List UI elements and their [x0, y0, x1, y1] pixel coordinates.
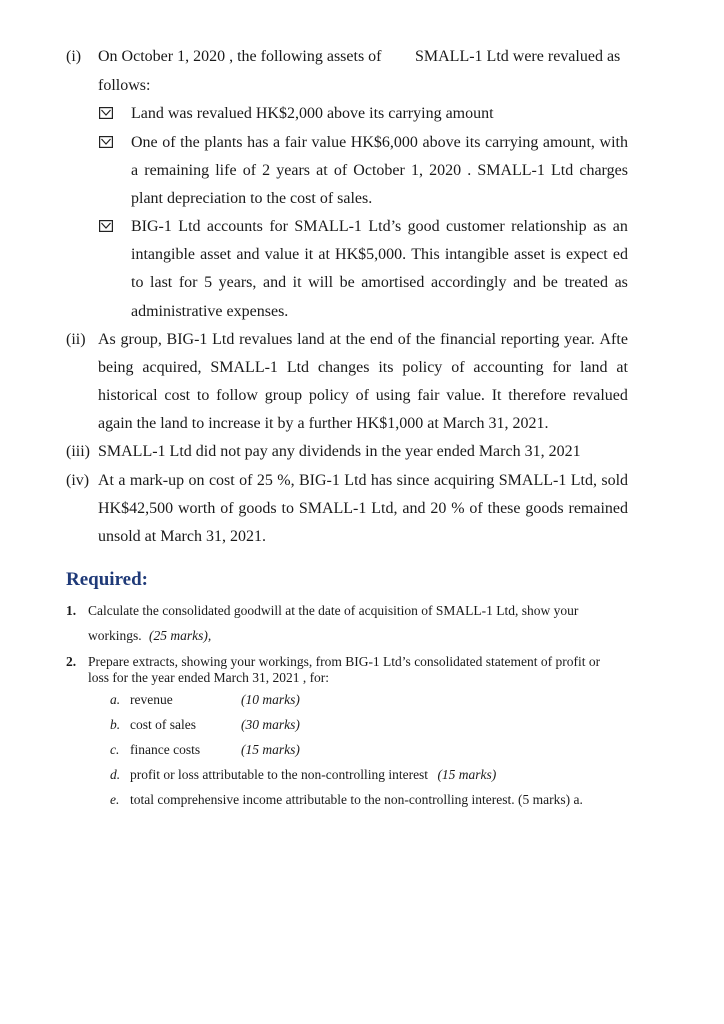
sub-item-marks: (15 marks)	[241, 742, 300, 757]
part-i-bullet3-line3: to last for 5 years, and it will be amortised accordingly and be treated as	[131, 274, 628, 291]
part-iv-line1: At a mark-up on cost of 25 %, BIG-1 Ltd has since acquiring SMALL-1 Ltd, sold	[98, 472, 629, 489]
question-2-line1: Prepare extracts, showing your workings, from BIG-1 Ltd’s consolidated statement of profit or	[88, 654, 601, 669]
part-ii-line3: historical cost to follow group policy of using fair value. It therefore revalued	[98, 387, 628, 404]
checkbox-icon	[99, 107, 113, 119]
question-1-line1: Calculate the consolidated goodwill at the date of acquisition of SMALL-1 Ltd, show your	[88, 603, 579, 618]
part-i-label: (i)	[66, 48, 82, 65]
part-i-bullet2-line1: One of the plants has a fair value HK$6,000 above its carrying amount, with	[131, 134, 628, 151]
sub-item-letter: b.	[110, 717, 121, 732]
part-ii-label: (ii)	[66, 331, 86, 348]
sub-item-text: profit or loss attributable to the non-controlling interest	[130, 767, 429, 782]
checkbox-icon	[99, 220, 113, 232]
part-i-bullet2-line2: a remaining life of 2 years at of October 1, 2020 . SMALL-1 Ltd charges	[131, 162, 628, 179]
sub-item-label: cost of sales	[130, 717, 196, 732]
sub-item-letter: e.	[110, 792, 120, 807]
sub-item-label: finance costs	[130, 742, 201, 757]
sub-item-letter: c.	[110, 742, 120, 757]
part-i-bullet3-line1: BIG-1 Ltd accounts for SMALL-1 Ltd’s good customer relationship as an	[131, 218, 628, 235]
part-i-bullet1-line1: Land was revalued HK$2,000 above its carrying amount	[131, 105, 494, 122]
part-ii-line4: again the land to increase it by a further HK$1,000 at March 31, 2021.	[98, 415, 549, 432]
required-heading: Required:	[66, 569, 148, 590]
part-i-bullet3-line4: administrative expenses.	[131, 303, 289, 320]
part-i-line2: follows:	[98, 77, 151, 94]
sub-item-letter: d.	[110, 767, 121, 782]
part-ii-line1: As group, BIG-1 Ltd revalues land at the end of the financial reporting year. Afte	[98, 331, 628, 348]
question-1-marks: (25 marks),	[149, 628, 212, 643]
part-iv-label: (iv)	[66, 472, 90, 489]
sub-item-marks: (30 marks)	[241, 717, 300, 732]
checkbox-icon	[99, 136, 113, 148]
part-i-line1-b: SMALL-1 Ltd were revalued as	[415, 48, 621, 65]
part-ii-line2: being acquired, SMALL-1 Ltd changes its policy of accounting for land at	[98, 359, 628, 376]
part-iii-label: (iii)	[66, 443, 90, 460]
sub-item-marks: (15 marks)	[437, 767, 497, 782]
sub-item-label: revenue	[130, 692, 173, 707]
part-iv-line2: HK$42,500 worth of goods to SMALL-1 Ltd, and 20 % of these goods remained	[98, 500, 629, 517]
part-iv-line3: unsold at March 31, 2021.	[98, 528, 266, 545]
sub-item-marks: (10 marks)	[241, 692, 300, 707]
part-i-bullet3-line2: intangible asset and value it at HK$5,000. This intangible asset is expect ed	[131, 246, 628, 263]
question-1-line2	[88, 628, 211, 644]
question-1-workings: workings.	[88, 628, 142, 643]
question-2-number: 2.	[66, 654, 77, 669]
part-iii-line1: SMALL-1 Ltd did not pay any dividends in the year ended March 31, 2021	[98, 443, 581, 460]
part-i-line1: On October 1, 2020 , the following assets of	[98, 48, 382, 65]
sub-item-label	[130, 767, 496, 783]
part-i-bullet2-line3: plant depreciation to the cost of sales.	[131, 190, 373, 207]
sub-item-label: total comprehensive income attributable to the non-controlling interest. (5 marks) a.	[130, 792, 583, 807]
question-1-number: 1.	[66, 603, 77, 618]
sub-item-letter: a.	[110, 692, 121, 707]
question-2-line2: loss for the year ended March 31, 2021 , for:	[88, 670, 330, 685]
